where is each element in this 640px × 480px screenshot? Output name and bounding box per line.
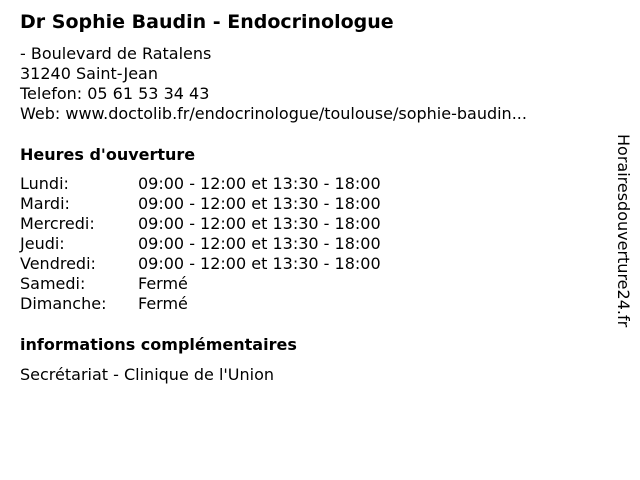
day-label: Lundi: bbox=[20, 174, 69, 193]
opening-hours-heading: Heures d'ouverture bbox=[20, 145, 196, 164]
hours-row-wednesday bbox=[20, 214, 381, 234]
site-watermark: Horairesdouverture24.fr bbox=[614, 134, 633, 328]
day-label: Dimanche: bbox=[20, 294, 107, 313]
phone-number: Telefon: 05 61 53 34 43 bbox=[20, 84, 210, 103]
day-label: Mardi: bbox=[20, 194, 70, 213]
hours-row-thursday bbox=[20, 234, 381, 254]
day-hours: Fermé bbox=[138, 274, 188, 293]
day-hours: 09:00 - 12:00 et 13:30 - 18:00 bbox=[138, 234, 381, 253]
day-label: Samedi: bbox=[20, 274, 86, 293]
page-title: Dr Sophie Baudin - Endocrinologue bbox=[20, 11, 394, 33]
day-hours: 09:00 - 12:00 et 13:30 - 18:00 bbox=[138, 254, 381, 273]
hours-row-monday bbox=[20, 174, 381, 194]
city-postcode: 31240 Saint-Jean bbox=[20, 64, 158, 83]
day-hours: Fermé bbox=[138, 294, 188, 313]
hours-row-tuesday bbox=[20, 194, 381, 214]
hours-row-sunday bbox=[20, 294, 381, 314]
address-block bbox=[20, 44, 527, 124]
day-label: Vendredi: bbox=[20, 254, 96, 273]
opening-hours-table bbox=[20, 174, 381, 314]
day-hours: 09:00 - 12:00 et 13:30 - 18:00 bbox=[138, 174, 381, 193]
day-label: Mercredi: bbox=[20, 214, 95, 233]
additional-info-text: Secrétariat - Clinique de l'Union bbox=[20, 365, 275, 384]
website-url: Web: www.doctolib.fr/endocrinologue/toulouse/sophie-baudin... bbox=[20, 104, 527, 123]
day-hours: 09:00 - 12:00 et 13:30 - 18:00 bbox=[138, 214, 381, 233]
additional-info-heading: informations complémentaires bbox=[20, 335, 297, 354]
hours-row-friday bbox=[20, 254, 381, 274]
street-address: - Boulevard de Ratalens bbox=[20, 44, 212, 63]
day-label: Jeudi: bbox=[20, 234, 65, 253]
day-hours: 09:00 - 12:00 et 13:30 - 18:00 bbox=[138, 194, 381, 213]
hours-row-saturday bbox=[20, 274, 381, 294]
